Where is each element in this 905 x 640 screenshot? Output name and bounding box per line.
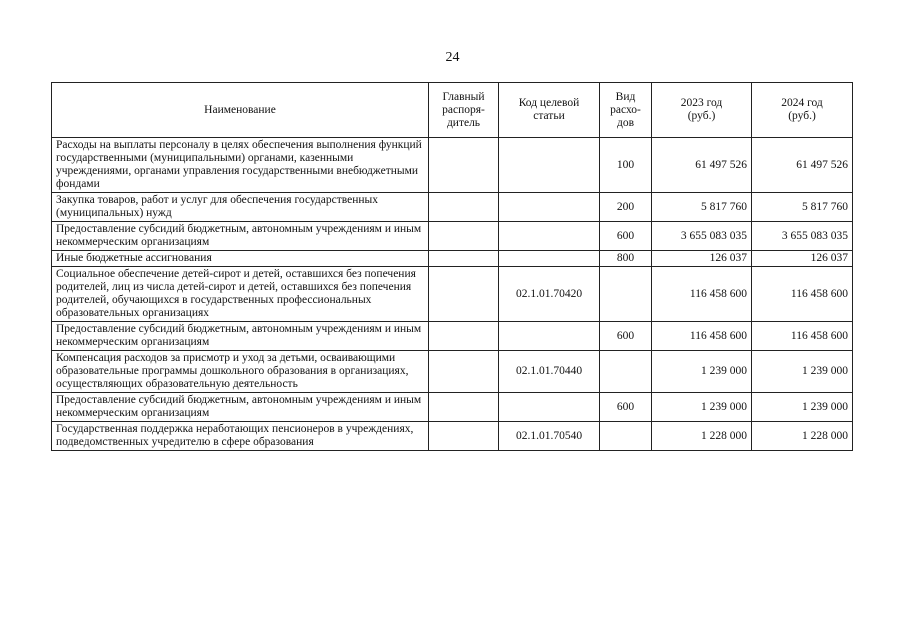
header-2023: 2023 год (руб.) [652,83,752,138]
cell-glavny [429,138,499,193]
cell-name: Социальное обеспечение детей-сирот и детей, оставшихся без попечения родителей, лиц из числа детей-сирот и детей, оставшихся без попечения родителей, обучающихся в государственных профессиональных образовательных организациях [52,267,429,322]
table-row [52,351,853,393]
cell-2024: 1 239 000 [752,351,853,393]
cell-glavny [429,322,499,351]
header-row [52,83,853,138]
table-row [52,222,853,251]
cell-vid [600,351,652,393]
cell-2024: 116 458 600 [752,322,853,351]
table-row [52,251,853,267]
cell-glavny [429,393,499,422]
cell-vid: 600 [600,393,652,422]
header-2024: 2024 год (руб.) [752,83,853,138]
cell-2023: 1 239 000 [652,351,752,393]
cell-code: 02.1.01.70540 [499,422,600,451]
cell-2024: 126 037 [752,251,853,267]
cell-name: Предоставление субсидий бюджетным, автономным учреждениям и иным некоммерческим организациям [52,322,429,351]
cell-vid [600,267,652,322]
cell-2024: 1 228 000 [752,422,853,451]
cell-2024: 5 817 760 [752,193,853,222]
cell-name: Расходы на выплаты персоналу в целях обеспечения выполнения функций государственными (муниципальными) органами, казенными учреждениями, органами управления государственными внебюджетными фондами [52,138,429,193]
cell-code [499,193,600,222]
cell-name: Компенсация расходов за присмотр и уход за детьми, осваивающими образовательные программы дошкольного образования в организациях, осуществляющих образовательную деятельность [52,351,429,393]
table-row [52,422,853,451]
budget-table [51,82,853,451]
cell-name: Государственная поддержка неработающих пенсионеров в учреждениях, подведомственных учредителю в сфере образования [52,422,429,451]
header-vid: Вид расхо- дов [600,83,652,138]
header-name: Наименование [52,83,429,138]
cell-glavny [429,193,499,222]
cell-code [499,222,600,251]
cell-2024: 3 655 083 035 [752,222,853,251]
table-row [52,138,853,193]
cell-code [499,393,600,422]
header-glavny: Главный распоря- дитель [429,83,499,138]
cell-glavny [429,222,499,251]
cell-code: 02.1.01.70420 [499,267,600,322]
cell-glavny [429,351,499,393]
cell-2023: 1 228 000 [652,422,752,451]
cell-code [499,251,600,267]
cell-code [499,138,600,193]
table-row [52,322,853,351]
cell-2023: 116 458 600 [652,267,752,322]
cell-glavny [429,422,499,451]
cell-2023: 116 458 600 [652,322,752,351]
cell-code [499,322,600,351]
cell-2023: 126 037 [652,251,752,267]
cell-2023: 3 655 083 035 [652,222,752,251]
cell-2024: 116 458 600 [752,267,853,322]
cell-vid: 600 [600,322,652,351]
cell-2023: 61 497 526 [652,138,752,193]
cell-name: Предоставление субсидий бюджетным, автономным учреждениям и иным некоммерческим организациям [52,393,429,422]
table-row [52,193,853,222]
page-number: 24 [445,50,460,65]
cell-vid: 200 [600,193,652,222]
cell-vid: 600 [600,222,652,251]
cell-name: Закупка товаров, работ и услуг для обеспечения государственных (муниципальных) нужд [52,193,429,222]
cell-2023: 1 239 000 [652,393,752,422]
cell-vid [600,422,652,451]
cell-name: Предоставление субсидий бюджетным, автономным учреждениям и иным некоммерческим организациям [52,222,429,251]
cell-code: 02.1.01.70440 [499,351,600,393]
cell-vid: 100 [600,138,652,193]
cell-vid: 800 [600,251,652,267]
cell-2023: 5 817 760 [652,193,752,222]
header-code: Код целевой статьи [499,83,600,138]
table-row [52,267,853,322]
cell-2024: 61 497 526 [752,138,853,193]
cell-glavny [429,267,499,322]
cell-2024: 1 239 000 [752,393,853,422]
cell-glavny [429,251,499,267]
cell-name: Иные бюджетные ассигнования [52,251,429,267]
table-row [52,393,853,422]
